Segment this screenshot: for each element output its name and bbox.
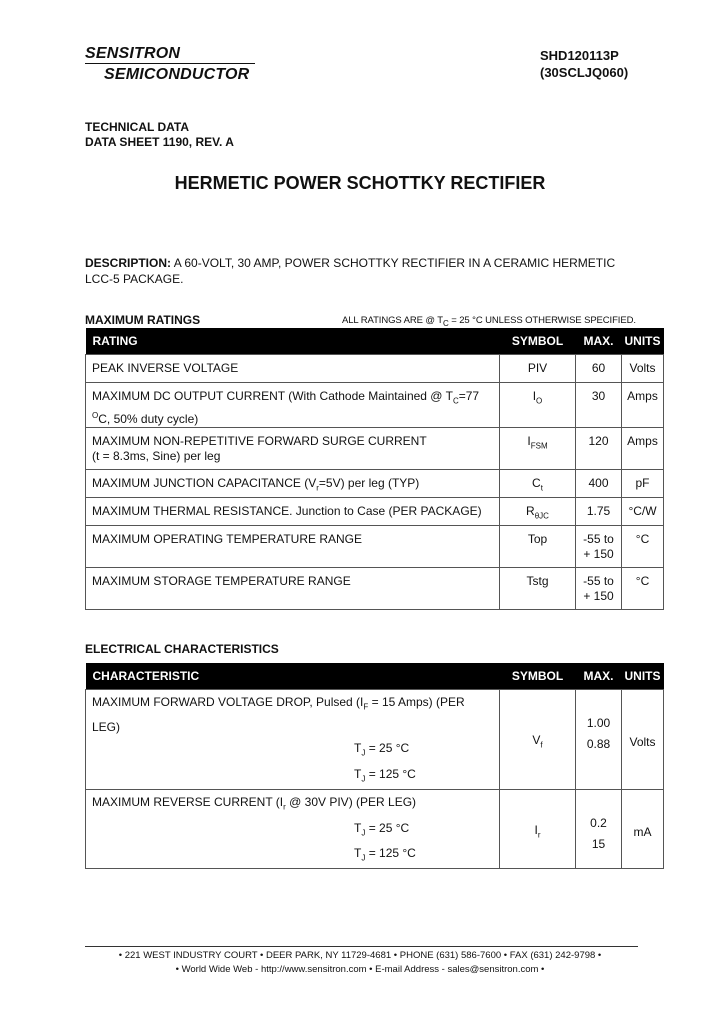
- symbol-cell: $I_O$: [500, 383, 576, 428]
- datasheet-info: [85, 120, 234, 150]
- symbol-cell: $R_{\theta JC}$: [500, 498, 576, 526]
- max-cell: -55 to + 150: [576, 568, 622, 610]
- header-characteristic: CHARACTERISTIC: [86, 663, 500, 690]
- footer-divider: [85, 946, 638, 947]
- header-units: UNITS: [622, 663, 664, 690]
- units-cell: Volts: [622, 690, 664, 790]
- rating-cell: MAXIMUM OPERATING TEMPERATURE RANGE: [86, 526, 500, 568]
- rating-cell: MAXIMUM JUNCTION CAPACITANCE $(V_r=5V)$ per leg (TYP): [86, 470, 500, 498]
- symbol-cell: PIV: [500, 355, 576, 383]
- units-cell: Amps: [622, 428, 664, 470]
- max-cell: 60: [576, 355, 622, 383]
- symbol-cell: $I_r$: [500, 790, 576, 869]
- header-rating: RATING: [86, 328, 500, 355]
- max-cell: -55 to + 150: [576, 526, 622, 568]
- max-ratings-table: [85, 328, 664, 610]
- alt-part-number: (30SCLJQ060): [540, 65, 629, 80]
- part-number-block: [540, 47, 628, 81]
- electrical-characteristics-title: ELECTRICAL CHARACTERISTICS: [85, 642, 279, 656]
- table-row: [86, 568, 664, 610]
- table-row: [86, 383, 664, 428]
- symbol-cell: $V_f$: [500, 690, 576, 790]
- units-cell: Volts: [622, 355, 664, 383]
- rating-cell: MAXIMUM STORAGE TEMPERATURE RANGE: [86, 568, 500, 610]
- table-row: [86, 526, 664, 568]
- max-ratings-title: MAXIMUM RATINGS: [85, 313, 201, 327]
- table-row: [86, 470, 664, 498]
- header-symbol: SYMBOL: [500, 663, 576, 690]
- ratings-note: ALL RATINGS ARE @ $T_C = 25$ °C UNLESS OTHERWISE SPECIFIED.: [342, 315, 636, 328]
- symbol-cell: Top: [500, 526, 576, 568]
- units-cell: mA: [622, 790, 664, 869]
- units-cell: °C: [622, 526, 664, 568]
- footer-address: • 221 WEST INDUSTRY COURT • DEER PARK, NY 11729-4681 • PHONE (631) 586-7600 • FAX (631) 242-9798 •: [118, 950, 602, 961]
- table-header-row: [86, 663, 664, 690]
- company-name-line1: SENSITRON: [85, 45, 181, 62]
- table-row: [86, 355, 664, 383]
- characteristic-cell: MAXIMUM FORWARD VOLTAGE DROP, Pulsed ($I_F = 15$ Amps) (PER LEG) $T_J = 25$ °C $T_J = 125$ °C: [86, 690, 500, 790]
- description-text: A 60-VOLT, 30 AMP, POWER SCHOTTKY RECTIFIER IN A CERAMIC HERMETIC LCC-5 PACKAGE.: [85, 256, 616, 286]
- header-max: MAX.: [576, 663, 622, 690]
- header-units: UNITS: [622, 328, 664, 355]
- description-label: DESCRIPTION:: [85, 256, 172, 270]
- data-sheet-label: DATA SHEET 1190, REV. A: [85, 135, 234, 149]
- electrical-characteristics-table: [85, 663, 664, 869]
- rating-cell: MAXIMUM THERMAL RESISTANCE. Junction to Case (PER PACKAGE): [86, 498, 500, 526]
- document-title: HERMETIC POWER SCHOTTKY RECTIFIER: [174, 173, 546, 193]
- table-header-row: [86, 328, 664, 355]
- rating-cell: MAXIMUM DC OUTPUT CURRENT (With Cathode Maintained @ $T_C=77$ $^O$C, 50% duty cycle): [86, 383, 500, 428]
- max-cell: 30: [576, 383, 622, 428]
- units-cell: Amps: [622, 383, 664, 428]
- units-cell: pF: [622, 470, 664, 498]
- header-symbol: SYMBOL: [500, 328, 576, 355]
- table-row: [86, 428, 664, 470]
- max-cell: 1.00 0.88: [576, 690, 622, 790]
- technical-data-label: TECHNICAL DATA: [85, 120, 189, 134]
- logo-divider: [85, 63, 255, 64]
- max-cell: 1.75: [576, 498, 622, 526]
- header-max: MAX.: [576, 328, 622, 355]
- rating-cell: PEAK INVERSE VOLTAGE: [86, 355, 500, 383]
- rating-cell: MAXIMUM NON-REPETITIVE FORWARD SURGE CURRENT (t = 8.3ms, Sine) per leg: [86, 428, 500, 470]
- max-cell: 0.2 15: [576, 790, 622, 869]
- symbol-cell: $I_{FSM}$: [500, 428, 576, 470]
- max-cell: 400: [576, 470, 622, 498]
- table-row: [86, 790, 664, 869]
- units-cell: °C/W: [622, 498, 664, 526]
- characteristic-cell: MAXIMUM REVERSE CURRENT ($I_r$ @ 30V PIV) (PER LEG) $T_J = 25$ °C $T_J = 125$ °C: [86, 790, 500, 869]
- footer-web: • World Wide Web - http://www.sensitron.com • E-mail Address - sales@sensitron.com •: [175, 964, 545, 975]
- symbol-cell: $C_t$: [500, 470, 576, 498]
- table-row: [86, 690, 664, 790]
- units-cell: °C: [622, 568, 664, 610]
- part-number: SHD120113P: [540, 48, 619, 63]
- table-row: [86, 498, 664, 526]
- symbol-cell: Tstg: [500, 568, 576, 610]
- max-cell: 120: [576, 428, 622, 470]
- description: [85, 255, 645, 287]
- company-name-line2: SEMICONDUCTOR: [104, 66, 250, 83]
